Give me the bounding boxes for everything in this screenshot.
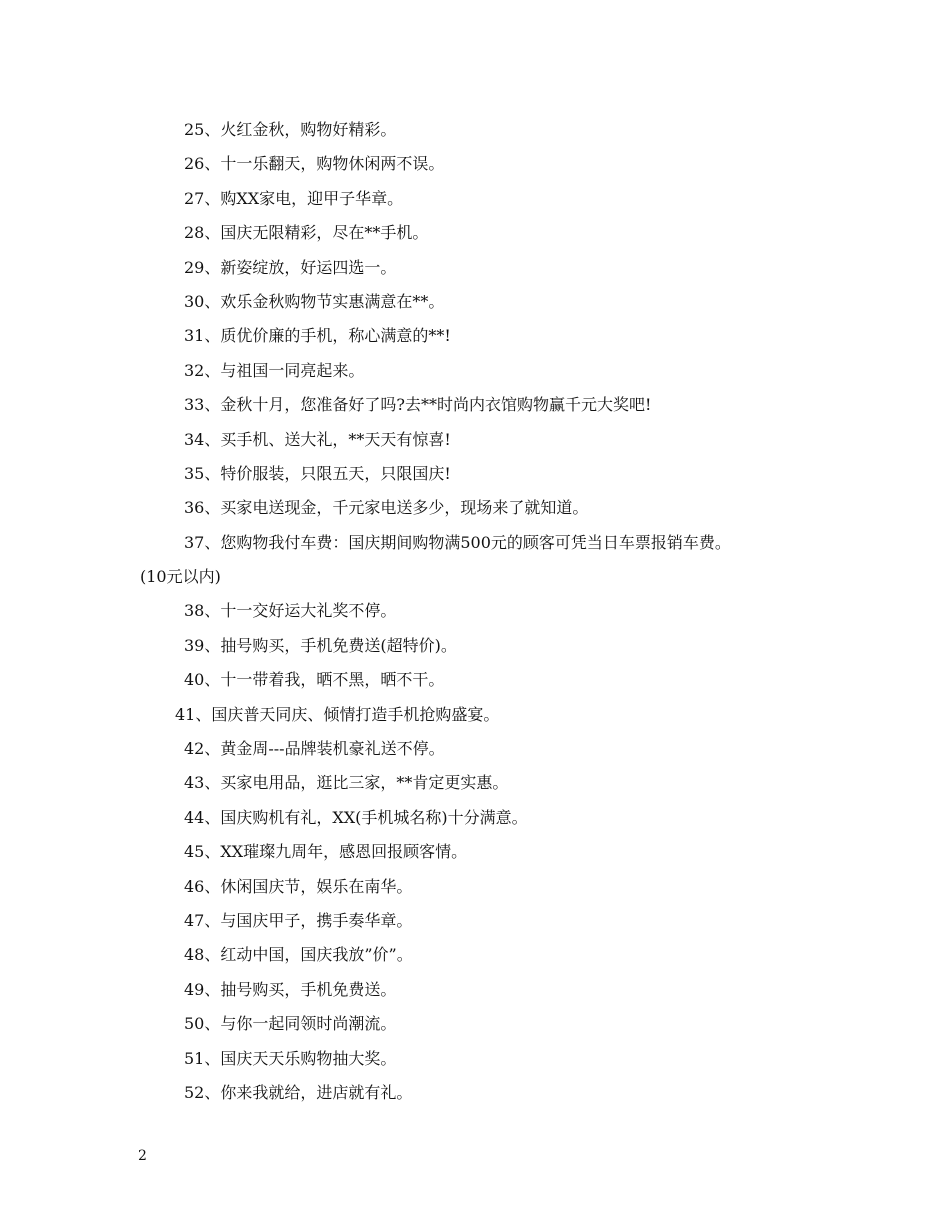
list-item: 51、国庆天天乐购物抽大奖。 <box>184 1048 397 1068</box>
list-item: 31、质优价廉的手机，称心满意的**! <box>184 326 451 346</box>
list-item: 32、与祖国一同亮起来。 <box>184 360 365 380</box>
list-item: 52、你来我就给，进店就有礼。 <box>184 1082 413 1102</box>
list-item: 26、十一乐翻天，购物休闲两不误。 <box>184 154 445 174</box>
list-item: 41、国庆普天同庆、倾情打造手机抢购盛宴。 <box>175 704 500 724</box>
list-item: 34、买手机、送大礼，**天天有惊喜! <box>184 429 451 449</box>
list-item: 40、十一带着我，晒不黑，晒不干。 <box>184 670 445 690</box>
list-item: 38、十一交好运大礼奖不停。 <box>184 601 397 621</box>
list-item: 46、休闲国庆节，娱乐在南华。 <box>184 876 413 896</box>
page-number: 2 <box>138 1148 147 1164</box>
list-item: 44、国庆购机有礼，XX(手机城名称)十分满意。 <box>184 807 528 827</box>
list-item: 47、与国庆甲子，携手奏华章。 <box>184 910 413 930</box>
list-item: 49、抽号购买，手机免费送。 <box>184 979 397 999</box>
list-item: 39、抽号购买，手机免费送(超特价)。 <box>184 635 457 655</box>
list-item-continuation: (10元以内) <box>140 567 221 587</box>
list-item: 43、买家电用品，逛比三家，**肯定更实惠。 <box>184 773 509 793</box>
slogan-list <box>140 113 840 1110</box>
list-item: 37、您购物我付车费：国庆期间购物满500元的顾客可凭当日车票报销车费。 <box>184 532 731 552</box>
list-item: 27、购XX家电，迎甲子华章。 <box>184 188 404 208</box>
list-item: 48、红动中国，国庆我放”价”。 <box>184 945 413 965</box>
list-item: 42、黄金周---品牌装机豪礼送不停。 <box>184 739 445 759</box>
list-item: 25、火红金秋，购物好精彩。 <box>184 120 397 139</box>
list-item: 29、新姿绽放，好运四选一。 <box>184 257 397 277</box>
list-item: 33、金秋十月，您准备好了吗?去**时尚内衣馆购物赢千元大奖吧! <box>184 395 652 415</box>
list-item: 35、特价服装，只限五天，只限国庆! <box>184 463 451 483</box>
list-item: 50、与你一起同领时尚潮流。 <box>184 1014 397 1034</box>
list-item: 45、XX璀璨九周年，感恩回报顾客情。 <box>184 842 468 862</box>
list-item: 36、买家电送现金，千元家电送多少，现场来了就知道。 <box>184 498 589 518</box>
list-item: 28、国庆无限精彩，尽在**手机。 <box>184 223 429 243</box>
list-item: 30、欢乐金秋购物节实惠满意在**。 <box>184 291 445 311</box>
